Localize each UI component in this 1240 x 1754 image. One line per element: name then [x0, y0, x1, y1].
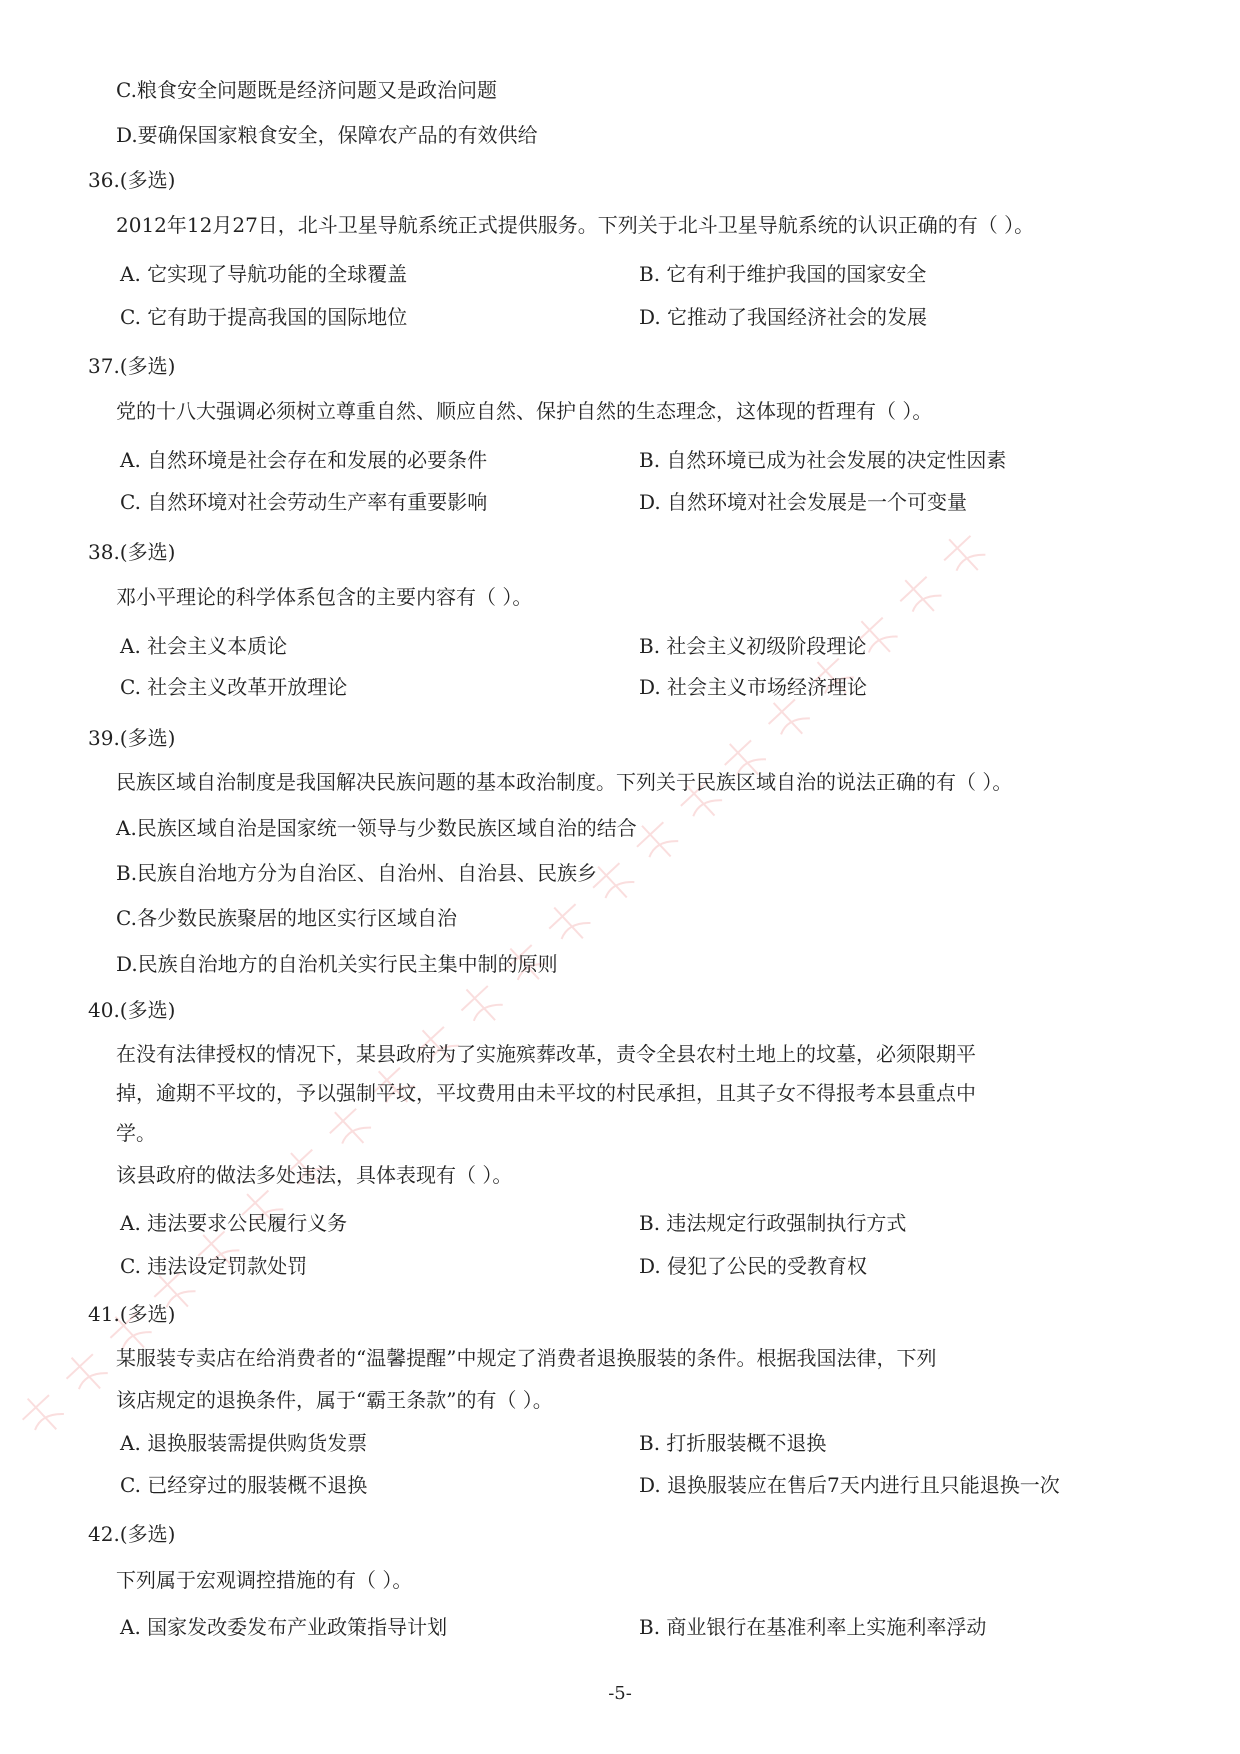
question-stem: 2012年12月27日，北斗卫星导航系统正式提供服务。下列关于北斗卫星导航系统的认识正确的有（ ）。 [116, 213, 1035, 237]
question-number: 38.(多选) [88, 540, 176, 564]
prev-option-c: C.粮食安全问题既是经济问题又是政治问题 [116, 78, 497, 102]
watermark-mark [322, 1100, 377, 1155]
option-b: B. 社会主义初级阶段理论 [639, 634, 867, 658]
option-a: A. 它实现了导航功能的全球覆盖 [120, 262, 408, 286]
option-d: D. 退换服装应在售后7天内进行且只能退换一次 [639, 1473, 1060, 1497]
option-b: B. 违法规定行政强制执行方式 [639, 1211, 907, 1235]
watermark-mark [58, 1345, 113, 1400]
watermark-mark [541, 895, 596, 950]
option-a: A.民族区域自治是国家统一领导与少数民族区域自治的结合 [116, 816, 637, 840]
question-number: 42.(多选) [88, 1522, 176, 1546]
question-stem: 掉，逾期不平坟的，予以强制平坟，平坟费用由未平坟的村民承担，且其子女不得报考本县重点中 [116, 1081, 976, 1105]
question-number: 37.(多选) [88, 354, 176, 378]
watermark-mark [936, 527, 991, 582]
question-number: 41.(多选) [88, 1302, 176, 1326]
question-stem: 在没有法律授权的情况下，某县政府为了实施殡葬改革，责令全县农村土地上的坟墓，必须限期平 [116, 1042, 976, 1066]
option-c: C. 自然环境对社会劳动生产率有重要影响 [120, 490, 488, 514]
option-c: C.各少数民族聚居的地区实行区域自治 [116, 906, 457, 930]
question-stem: 党的十八大强调必须树立尊重自然、顺应自然、保护自然的生态理念，这体现的哲理有（ ）。 [116, 399, 933, 423]
option-d: D. 社会主义市场经济理论 [639, 675, 868, 699]
option-d: D. 侵犯了公民的受教育权 [639, 1254, 868, 1278]
question-number: 36.(多选) [88, 168, 176, 192]
page-number: -5- [608, 1683, 632, 1704]
option-c: C. 社会主义改革开放理论 [120, 675, 348, 699]
option-a: A. 退换服装需提供购货发票 [120, 1431, 368, 1455]
prev-option-d: D.要确保国家粮食安全，保障农产品的有效供给 [116, 123, 538, 147]
option-a: A. 自然环境是社会存在和发展的必要条件 [120, 448, 488, 472]
option-b: B. 商业银行在基准利率上实施利率浮动 [639, 1615, 987, 1639]
question-stem: 某服装专卖店在给消费者的“温馨提醒”中规定了消费者退换服装的条件。根据我国法律，下列 [116, 1346, 937, 1370]
option-d: D.民族自治地方的自治机关实行民主集中制的原则 [116, 952, 558, 976]
watermark-mark [892, 568, 947, 623]
option-b: B. 打折服装概不退换 [639, 1431, 827, 1455]
option-b: B. 自然环境已成为社会发展的决定性因素 [639, 448, 1007, 472]
option-a: A. 国家发改委发布产业政策指导计划 [120, 1615, 448, 1639]
question-stem: 民族区域自治制度是我国解决民族问题的基本政治制度。下列关于民族区域自治的说法正确的有（ ）。 [116, 770, 1013, 794]
question-stem: 邓小平理论的科学体系包含的主要内容有（ ）。 [116, 585, 533, 609]
question-stem: 该店规定的退换条件，属于“霸王条款”的有（ ）。 [116, 1388, 553, 1412]
option-d: D. 自然环境对社会发展是一个可变量 [639, 490, 968, 514]
question-number: 39.(多选) [88, 726, 176, 750]
option-a: A. 社会主义本质论 [120, 634, 288, 658]
option-d: D. 它推动了我国经济社会的发展 [639, 305, 928, 329]
question-stem: 下列属于宏观调控措施的有（ ）。 [116, 1568, 413, 1592]
question-number: 40.(多选) [88, 998, 176, 1022]
option-c: C. 违法设定罚款处罚 [120, 1254, 308, 1278]
watermark-mark [760, 691, 815, 746]
watermark-mark [453, 977, 508, 1032]
option-c: C. 它有助于提高我国的国际地位 [120, 305, 408, 329]
watermark-mark [629, 813, 684, 868]
option-a: A. 违法要求公民履行义务 [120, 1211, 348, 1235]
watermark-mark [14, 1386, 69, 1441]
option-b: B.民族自治地方分为自治区、自治州、自治县、民族乡 [116, 861, 598, 885]
option-c: C. 已经穿过的服装概不退换 [120, 1473, 368, 1497]
option-b: B. 它有利于维护我国的国家安全 [639, 262, 927, 286]
question-stem: 学。 [116, 1121, 156, 1145]
question-stem: 该县政府的做法多处违法，具体表现有（ ）。 [116, 1163, 513, 1187]
